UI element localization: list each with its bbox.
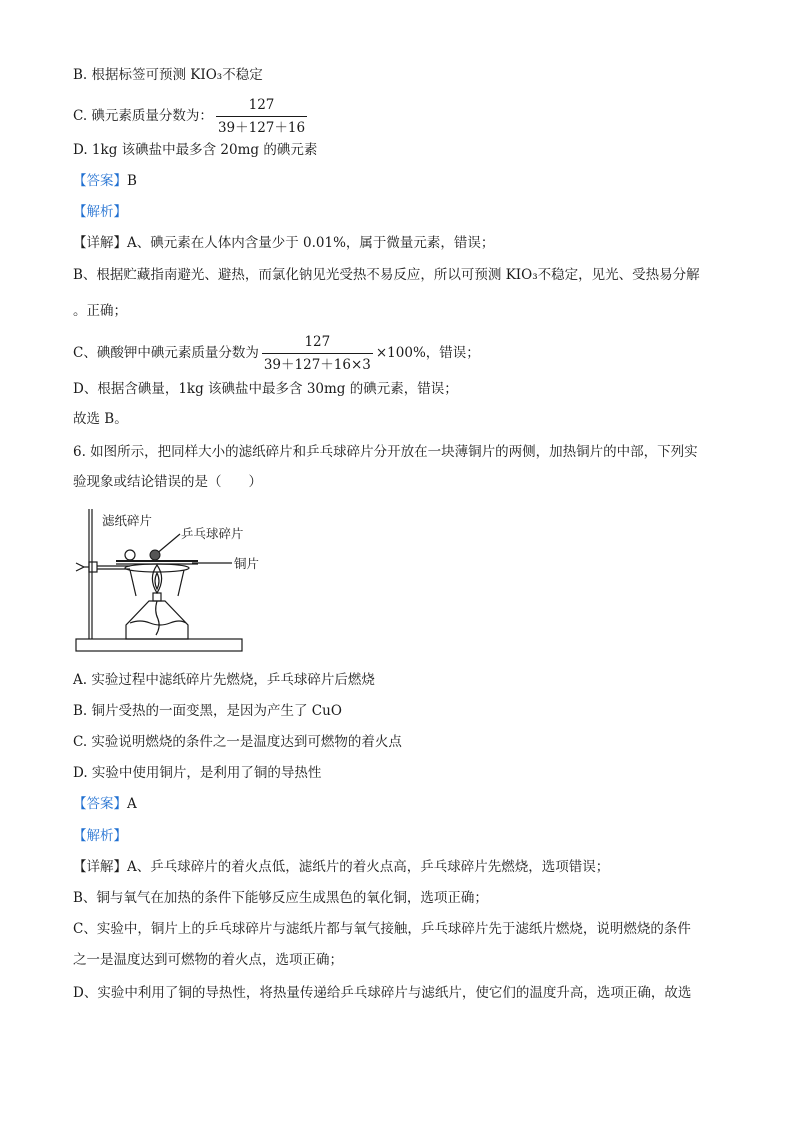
detail-text-a: A、碘元素在人体内含量少于 0.01%，属于微量元素，错误； bbox=[127, 235, 495, 251]
q6-detail-line-d: D、实验中利用了铜的导热性，将热量传递给乒乓球碎片与滤纸片，使它们的温度升高，选项正确，故选 bbox=[73, 985, 692, 1001]
q6-detail-line-c-cont: 之一是温度达到可燃物的着火点，选项正确； bbox=[73, 952, 343, 968]
q6-option-d: D. 实验中使用铜片，是利用了铜的导热性 bbox=[73, 765, 322, 781]
q6-detail-line-a bbox=[73, 858, 609, 876]
detail-text-c: C、碘酸钾中碘元素质量分数为 bbox=[73, 345, 259, 361]
detail-text-a: A、乒乓球碎片的着火点低，滤纸片的着火点高，乒乓球碎片先燃烧，选项错误； bbox=[127, 859, 610, 875]
q6-option-c: C. 实验说明燃烧的条件之一是温度达到可燃物的着火点 bbox=[73, 734, 402, 750]
detail-line-b: B、根据贮藏指南避光、避热，而氯化钠见光受热不易反应，所以可预测 KIO₃不稳定，见光、受热易分解 bbox=[73, 267, 700, 283]
detail-line-c bbox=[73, 332, 480, 375]
fraction-iodine-mass bbox=[216, 95, 307, 138]
option-b: B. 根据标签可预测 KIO₃不稳定 bbox=[73, 67, 263, 83]
answer-tag: 【答案】 bbox=[73, 173, 127, 189]
fraction-potassium-iodate bbox=[262, 332, 373, 375]
detail-text-c-suffix: ×100%，错误； bbox=[375, 345, 480, 361]
option-c bbox=[73, 95, 310, 138]
detail-line-b-cont: 。正确； bbox=[73, 303, 127, 319]
fraction-denominator: 39＋127＋16 bbox=[217, 120, 306, 136]
ping-pong-piece bbox=[150, 550, 160, 560]
fraction-numerator: 127 bbox=[262, 332, 373, 354]
detail-tag: 【详解】 bbox=[73, 235, 127, 251]
answer-tag: 【答案】 bbox=[73, 796, 127, 812]
filter-paper-piece bbox=[125, 550, 135, 560]
answer-line-q6 bbox=[73, 795, 137, 813]
detail-tag: 【详解】 bbox=[73, 859, 127, 875]
q6-option-a: A. 实验过程中滤纸碎片先燃烧，乒乓球碎片后燃烧 bbox=[73, 672, 375, 688]
q6-detail-line-b: B、铜与氧气在加热的条件下能够反应生成黑色的氧化铜，选项正确； bbox=[73, 890, 488, 906]
label-ping-pong: 乒乓球碎片 bbox=[181, 526, 244, 541]
answer-value: A bbox=[127, 796, 137, 812]
analysis-tag-q6: 【解析】 bbox=[73, 828, 127, 844]
combustion-apparatus-figure bbox=[70, 503, 270, 663]
option-d: D. 1kg 该碘盐中最多含 20mg 的碘元素 bbox=[73, 142, 318, 158]
stand-clamp bbox=[76, 563, 84, 571]
answer-line bbox=[73, 172, 137, 190]
analysis-tag: 【解析】 bbox=[73, 204, 127, 220]
fraction-denominator: 39＋127＋16×3 bbox=[263, 357, 371, 373]
question-6-stem-cont: 验现象或结论错误的是（ ） bbox=[73, 474, 262, 490]
fraction-numerator: 127 bbox=[216, 95, 307, 117]
q6-option-b: B. 铜片受热的一面变黑，是因为产生了 CuO bbox=[73, 703, 342, 719]
option-c-text: C. 碘元素质量分数为： bbox=[73, 108, 213, 124]
answer-value: B bbox=[127, 173, 137, 189]
detail-line-d: D、根据含碘量，1kg 该碘盐中最多含 30mg 的碘元素，错误； bbox=[73, 381, 458, 397]
question-6-stem: 6. 如图所示，把同样大小的滤纸碎片和乒乓球碎片分开放在一块薄铜片的两侧，加热铜片的中部，下列实 bbox=[73, 444, 698, 460]
conclusion-line: 故选 B。 bbox=[73, 411, 128, 427]
detail-line-a bbox=[73, 234, 494, 252]
stand-base bbox=[76, 639, 242, 651]
label-copper: 铜片 bbox=[234, 556, 260, 571]
q6-detail-line-c: C、实验中，铜片上的乒乓球碎片与滤纸片都与氧气接触，乒乓球碎片先于滤纸片燃烧，说明燃烧的条件 bbox=[73, 921, 691, 937]
label-filter-paper: 滤纸碎片 bbox=[102, 513, 153, 528]
